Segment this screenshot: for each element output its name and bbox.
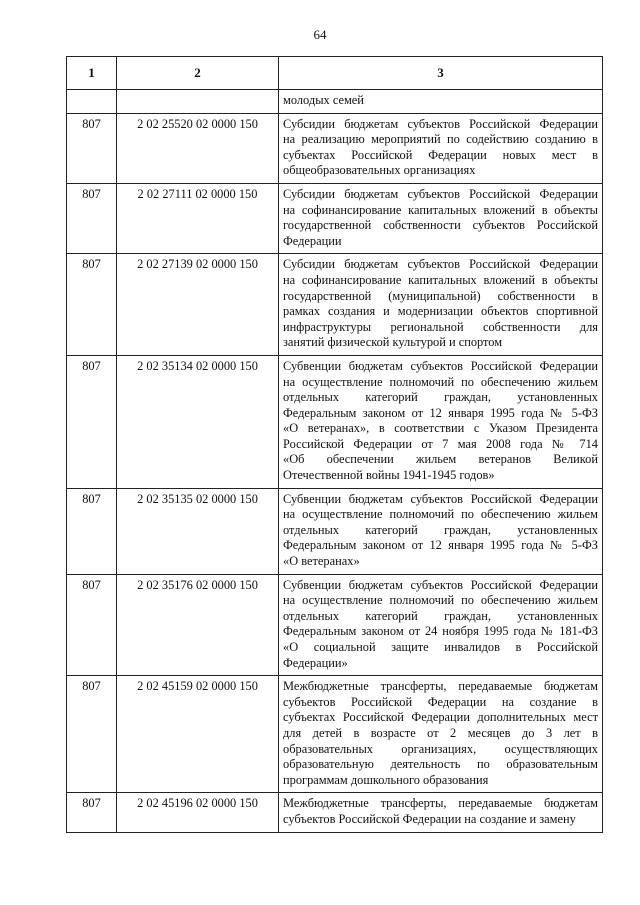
table-row xyxy=(67,183,603,253)
admin-code-cell: 807 xyxy=(67,793,117,832)
revenue-name-line: субъектах Российской Федерации дополнительных мест xyxy=(283,710,598,725)
revenue-name-line: Федеральным законом от 12 января 1995 года № 5-ФЗ xyxy=(283,538,598,553)
revenue-name-line: программам дошкольного образования xyxy=(283,772,489,787)
table-row xyxy=(67,793,603,832)
admin-code-cell: 807 xyxy=(67,488,117,574)
page-number: 64 xyxy=(313,27,327,42)
revenue-name-line: «Об обеспечении жильем ветеранов Великой xyxy=(283,452,598,467)
revenue-name-line: Субвенции бюджетам субъектов Российской Федерации xyxy=(283,491,598,506)
revenue-name-line: Межбюджетные трансферты, передаваемые бюджетам xyxy=(283,679,598,694)
admin-code-cell: 807 xyxy=(67,676,117,793)
table-row xyxy=(67,355,603,488)
admin-code-cell: 807 xyxy=(67,183,117,253)
column-header-2: 2 xyxy=(117,57,279,90)
table-body xyxy=(67,90,603,833)
table-row xyxy=(67,676,603,793)
budget-classification-code-cell: 2 02 27111 02 0000 150 xyxy=(117,183,279,253)
table-row xyxy=(67,488,603,574)
revenue-name-line: «О ветеранах», в соответствии с Указом Президента xyxy=(283,421,598,436)
revenue-name-line: молодых семей xyxy=(283,93,364,107)
revenue-name-line: на осуществление полномочий по обеспечению жильем xyxy=(283,507,598,522)
revenue-name-cell xyxy=(279,113,603,183)
revenue-name-line: для детей в возрасте от 2 месяцев до 3 лет в xyxy=(283,725,598,740)
revenue-name-line: на софинансирование капитальных вложений в объекты xyxy=(283,272,598,287)
revenue-name-line: на софинансирование капитальных вложений в объекты xyxy=(283,202,598,217)
revenue-name-line: субъектах Российской Федерации новых мест в xyxy=(283,147,598,162)
admin-code-cell xyxy=(67,90,117,114)
revenue-name-line: Субсидии бюджетам субъектов Российской Федерации xyxy=(283,257,598,272)
revenue-name-line: Субсидии бюджетам субъектов Российской Федерации xyxy=(283,186,598,201)
revenue-name-cell xyxy=(279,488,603,574)
revenue-name-line: субъектов Российской Федерации на создание и замену xyxy=(283,811,576,826)
revenue-name-line: отдельных категорий граждан, установленных xyxy=(283,608,598,623)
revenue-name-line: на реализацию мероприятий по содействию созданию в xyxy=(283,132,598,147)
revenue-name-line: Субсидии бюджетам субъектов Российской Федерации xyxy=(283,116,598,131)
revenue-name-cell xyxy=(279,574,603,676)
revenue-name-cell xyxy=(279,254,603,356)
admin-code-cell: 807 xyxy=(67,574,117,676)
revenue-name-line: рамках создания и модернизации объектов спортивной xyxy=(283,304,598,319)
revenue-name-line: Отечественной войны 1941-1945 годов» xyxy=(283,468,495,483)
revenue-name-cell xyxy=(279,183,603,253)
revenue-name-line: общеобразовательных организациях xyxy=(283,163,476,178)
revenue-name-line: государственной собственности субъектов Российской xyxy=(283,218,598,233)
budget-classification-code-cell: 2 02 35134 02 0000 150 xyxy=(117,355,279,488)
revenue-name-line: Субвенции бюджетам субъектов Российской Федерации xyxy=(283,577,598,592)
revenue-name-line: Федеральным законом от 12 января 1995 года № 5-ФЗ xyxy=(283,405,598,420)
revenue-name-line: Федерации xyxy=(283,233,342,248)
revenue-name-line: субъектов Российской Федерации на создание в xyxy=(283,694,598,709)
table-row xyxy=(67,574,603,676)
revenue-name-line: образовательных организациях, осуществляющих xyxy=(283,741,598,756)
revenue-name-line: Межбюджетные трансферты, передаваемые бюджетам xyxy=(283,796,598,811)
revenue-name-line: Федеральным законом от 24 ноября 1995 года № 181-ФЗ xyxy=(283,624,598,639)
admin-code-cell: 807 xyxy=(67,254,117,356)
revenue-name-line: «О социальной защите инвалидов в Российской xyxy=(283,640,598,654)
revenue-name-line: отдельных категорий граждан, установленных xyxy=(283,522,598,537)
budget-classification-code-cell: 2 02 25520 02 0000 150 xyxy=(117,113,279,183)
budget-classification-code-cell: 2 02 27139 02 0000 150 xyxy=(117,254,279,356)
budget-classification-code-cell xyxy=(117,90,279,114)
column-header-1: 1 xyxy=(67,57,117,90)
budget-classification-code-cell: 2 02 45196 02 0000 150 xyxy=(117,793,279,832)
revenue-name-cell xyxy=(279,355,603,488)
revenue-name-line: на осуществление полномочий по обеспечению жильем xyxy=(283,374,598,389)
table-row xyxy=(67,254,603,356)
revenue-name-line: отдельных категорий граждан, установленных xyxy=(283,390,598,405)
budget-classification-code-cell: 2 02 35176 02 0000 150 xyxy=(117,574,279,676)
revenue-name-line: Субвенции бюджетам субъектов Российской Федерации xyxy=(283,358,598,373)
revenue-name-cell xyxy=(279,676,603,793)
revenue-name-line: занятий физической культурой и спортом xyxy=(283,335,503,350)
budget-classification-code-cell: 2 02 35135 02 0000 150 xyxy=(117,488,279,574)
revenue-name-line: образовательную деятельность по образовательным xyxy=(283,757,598,772)
table-header-row xyxy=(67,57,603,90)
admin-code-cell: 807 xyxy=(67,355,117,488)
table-row xyxy=(67,113,603,183)
revenue-name-cell xyxy=(279,90,603,114)
revenue-name-line: инфраструктуры региональной собственности для xyxy=(283,319,598,334)
revenue-name-line: Российской Федерации от 7 мая 2008 года № 714 xyxy=(283,436,598,451)
revenue-name-line: на осуществление полномочий по обеспечению жильем xyxy=(283,593,598,608)
revenue-name-line: Федерации» xyxy=(283,655,348,670)
budget-classification-code-cell: 2 02 45159 02 0000 150 xyxy=(117,676,279,793)
revenue-name-line: «О ветеранах» xyxy=(283,554,360,569)
admin-code-cell: 807 xyxy=(67,113,117,183)
revenue-name-line: государственной (муниципальной) собственности в xyxy=(283,288,598,303)
table-row xyxy=(67,90,603,114)
revenue-name-cell xyxy=(279,793,603,832)
budget-revenue-table xyxy=(66,56,603,833)
column-header-3: 3 xyxy=(279,57,603,90)
